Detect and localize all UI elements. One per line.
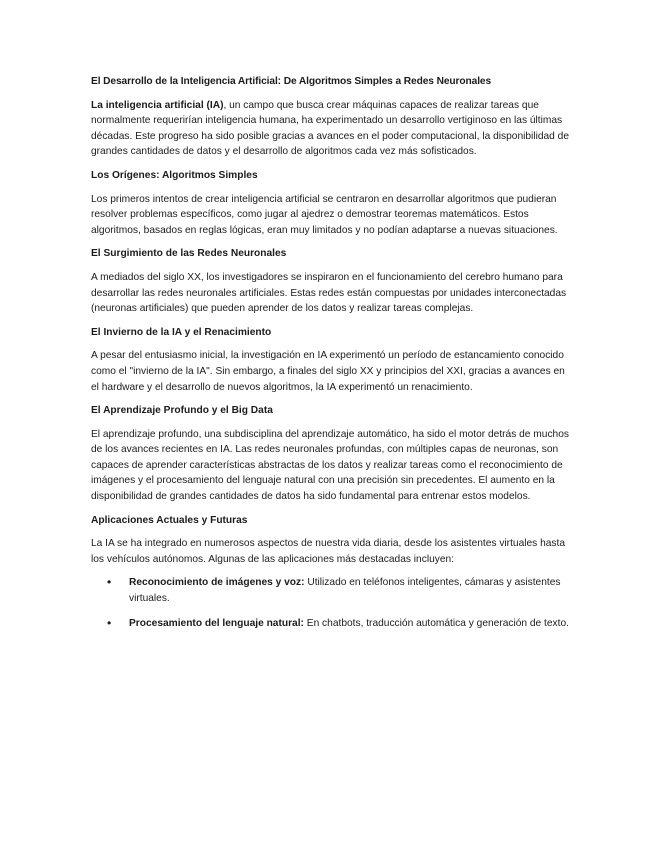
- section-text-ai-winter: A pesar del entusiasmo inicial, la investigación en IA experimentó un período de estancamiento conocido como el "invierno de la IA". Sin embargo, a finales del siglo XX y principios del XXI, gracias a avances en el hardware y el desarrollo de nuevos algoritmos, la IA experimentó un renacimiento.: [91, 350, 565, 393]
- section-text-origins: Los primeros intentos de crear inteligencia artificial se centraron en desarrollar algoritmos que pudieran resolver problemas específicos, como jugar al ajedrez o demostrar teoremas matemáticos. Estos algoritmos, basados en reglas lógicas, eran muy limitados y no podían adaptarse a nuevas situaciones.: [91, 193, 558, 236]
- section-heading-origins: Los Orígenes: Algoritmos Simples: [91, 169, 258, 181]
- list-item-text: En chatbots, traducción automática y generación de texto.: [303, 617, 569, 629]
- intro-bold-term: La inteligencia artificial (IA): [91, 99, 224, 111]
- bullet-icon: •: [107, 575, 112, 590]
- list-item: [91, 575, 573, 606]
- section-heading-neural-networks: El Surgimiento de las Redes Neuronales: [91, 248, 287, 260]
- intro-text: , un campo que busca crear máquinas capaces de realizar tareas que normalmente requerirían inteligencia humana, ha experimentado un desarrollo vertiginoso en las últimas décadas. Este progreso ha sido posible gracias a avances en el poder computacional, la disponibilidad de grandes cantidades de datos y el desarrollo de algoritmos cada vez más sofisticados.: [91, 99, 569, 158]
- list-item-label: Procesamiento del lenguaje natural:: [129, 617, 304, 629]
- section-text-applications: La IA se ha integrado en numerosos aspectos de nuestra vida diaria, desde los asistentes virtuales hasta los vehículos autónomos. Algunas de las aplicaciones más destacadas incluyen:: [91, 538, 566, 565]
- section-heading-ai-winter: El Invierno de la IA y el Renacimiento: [91, 326, 272, 338]
- section-heading-applications: Aplicaciones Actuales y Futuras: [91, 514, 248, 526]
- section-heading-deep-learning: El Aprendizaje Profundo y el Big Data: [91, 405, 273, 417]
- applications-list: [91, 575, 573, 631]
- section-text-neural-networks: A mediados del siglo XX, los investigadores se inspiraron en el funcionamiento del cerebro humano para desarrollar las redes neuronales artificiales. Estas redes están compuestas por unidades interconectadas (neuronas artificiales) que pueden aprender de los datos y realizar tareas complejas.: [91, 271, 567, 315]
- document-page: [91, 74, 573, 640]
- section-text-deep-learning: El aprendizaje profundo, una subdisciplina del aprendizaje automático, ha sido el motor detrás de muchos de los avances recientes en IA. Las redes neuronales profundas, con múltiples capas de neuronas, son capaces de aprender características abstractas de los datos y realizar tareas como el reconocimiento de imágenes y el procesamiento del lenguaje natural con una precisión sin precedentes. El aumento en la disponibilidad de grandes cantidades de datos ha sido fundamental para entrenar estos modelos.: [91, 428, 569, 503]
- intro-paragraph: [91, 98, 573, 160]
- bullet-icon: •: [107, 615, 112, 630]
- list-item: [91, 616, 573, 632]
- list-item-label: Reconocimiento de imágenes y voz:: [129, 577, 305, 589]
- document-title: El Desarrollo de la Inteligencia Artificial: De Algoritmos Simples a Redes Neuronales: [91, 76, 492, 87]
- list-item-text: Utilizado en teléfonos inteligentes, cámaras y asistentes virtuales.: [129, 577, 561, 605]
